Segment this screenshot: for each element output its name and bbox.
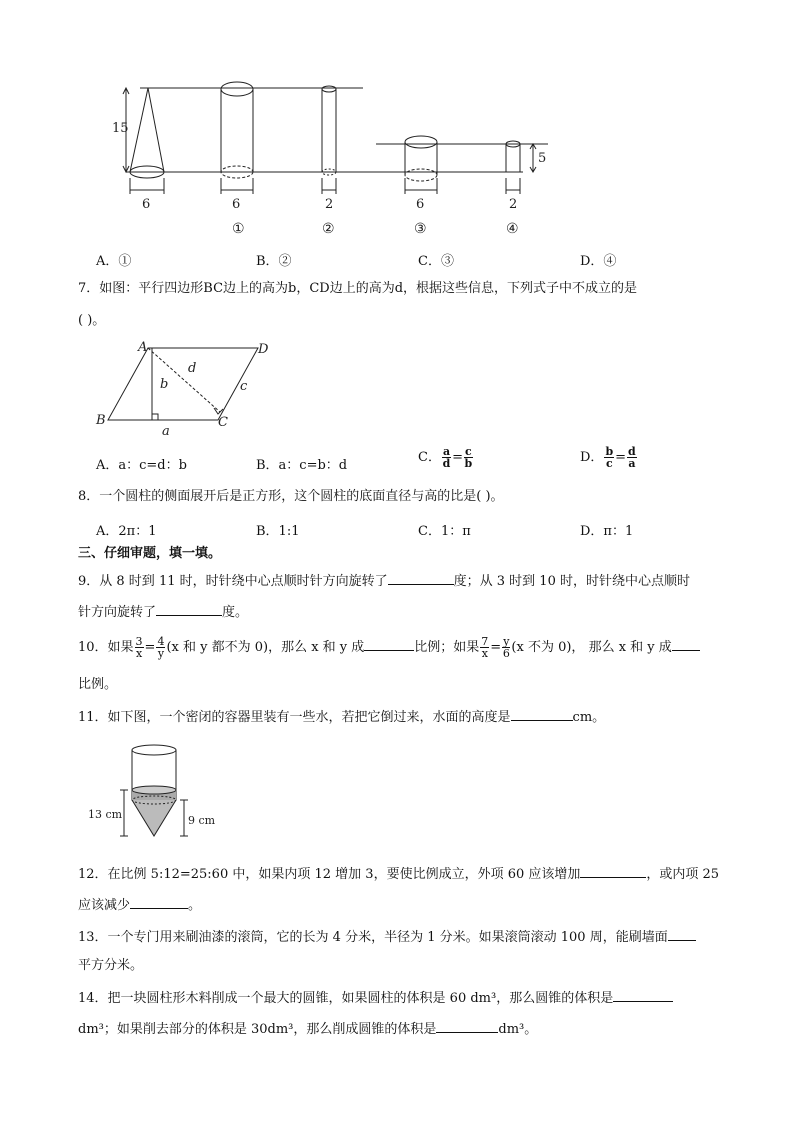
answer-blank[interactable]: [511, 707, 573, 721]
q10-line1: 10．如果 $\frac{3}{x}$ = $\frac{4}{y}$ (x 和 y 都不为 0)，那么 x 和 y 成 比例；如果 $\frac{7}{x}$ = $\frac{y}{6}$ (x 不为 0)， 那么 x 和 y 成: [78, 634, 700, 662]
q13-line2: 平方分米。: [78, 958, 144, 973]
fraction: $\frac{b}{c}$: [605, 445, 614, 470]
answer-blank[interactable]: [156, 602, 222, 616]
q7-parallelogram-figure: [90, 338, 280, 438]
q14-line1: 14．把一块圆柱形木料削成一个最大的圆锥，如果圆柱的体积是 60 dm³，那么圆锥的体积是: [78, 988, 673, 1008]
q6-option-c[interactable]: C．③: [418, 254, 454, 269]
q11-line: 11．如下图，一个密闭的容器里装有一些水，若把它倒过来，水面的高度是 cm。: [78, 707, 605, 727]
q7-option-c[interactable]: C． $\frac{a}{d}$ = $\frac{c}{b}$: [418, 445, 473, 470]
height-b: b: [160, 377, 169, 392]
vertex-a: A: [138, 340, 148, 355]
fraction: $\frac{4}{y}$: [157, 635, 165, 660]
q6-option-a[interactable]: A．①: [96, 254, 132, 269]
vertex-c: C: [218, 415, 228, 430]
dim-label: 6: [142, 197, 151, 212]
fraction: $\frac{a}{d}$: [442, 445, 451, 470]
q7-option-d-label: D．: [580, 450, 604, 465]
q11-container-figure: [88, 738, 238, 848]
q12-line2: 应该减少 。: [78, 895, 201, 915]
dim-5: 5: [538, 151, 547, 166]
q8-question: 8．一个圆柱的侧面展开后是正方形，这个圆柱的底面直径与高的比是( )。: [78, 489, 504, 504]
answer-blank[interactable]: [364, 637, 414, 651]
dim-label: 2: [325, 197, 334, 212]
dim-label: 2: [509, 197, 518, 212]
q7-option-d[interactable]: D． $\frac{b}{c}$ = $\frac{d}{a}$: [580, 445, 636, 470]
q7-option-a[interactable]: A．a：c=d：b: [96, 458, 187, 473]
dim-label: 6: [416, 197, 425, 212]
height-d: d: [188, 361, 197, 376]
circled-label: ③: [414, 221, 427, 237]
q14-line2: dm³；如果削去部分的体积是 30dm³，那么削成圆锥的体积是 dm³。: [78, 1019, 537, 1039]
q6-option-b[interactable]: B．②: [256, 254, 292, 269]
q7-question: 7．如图：平行四边形BC边上的高为b，CD边上的高为d，根据这些信息，下列式子中不成立的是: [78, 281, 638, 296]
q7-option-c-label: C．: [418, 450, 441, 465]
answer-blank[interactable]: [130, 895, 188, 909]
circled-label: ①: [232, 221, 245, 237]
q8-option-b[interactable]: B．1:1: [256, 524, 300, 539]
q8-option-a[interactable]: A．2π：1: [96, 524, 157, 539]
q12-line1: 12．在比例 5:12=25:60 中，如果内项 12 增加 3，要使比例成立，外项 60 应该增加 ，或内项 25: [78, 864, 719, 884]
q10-line2: 比例。: [78, 677, 118, 692]
circled-label: ②: [322, 221, 335, 237]
q7-question-end: ( )。: [78, 313, 106, 328]
dim-13cm: 13 cm: [88, 808, 123, 821]
q7-option-b[interactable]: B．a：c=b：d: [256, 458, 348, 473]
answer-blank[interactable]: [388, 571, 454, 585]
fraction: $\frac{7}{x}$: [481, 635, 489, 660]
answer-blank[interactable]: [613, 988, 673, 1002]
vertex-d: D: [258, 342, 269, 357]
fraction: $\frac{3}{x}$: [135, 635, 143, 660]
side-c: c: [240, 379, 248, 394]
fraction: $\frac{d}{a}$: [628, 445, 636, 470]
fraction: $\frac{c}{b}$: [464, 445, 473, 470]
vertex-b: B: [96, 413, 106, 428]
section-heading: 三、仔细审题，填一填。: [78, 546, 222, 561]
circled-label: ④: [506, 221, 519, 237]
q9-line1: 9．从 8 时到 11 时，时针绕中心点顺时针方向旋转了 度；从 3 时到 10 时，时针绕中心点顺时: [78, 571, 690, 591]
answer-blank[interactable]: [668, 927, 696, 941]
dim-9cm: 9 cm: [188, 814, 216, 827]
q6-option-d[interactable]: D．④: [580, 254, 617, 269]
dim-label: 6: [232, 197, 241, 212]
dim-15: 15: [112, 121, 129, 136]
q9-line2: 针方向旋转了 度。: [78, 602, 248, 622]
answer-blank[interactable]: [580, 864, 646, 878]
q8-option-c[interactable]: C．1：π: [418, 524, 471, 539]
answer-blank[interactable]: [672, 637, 700, 651]
q6-figure: [108, 80, 553, 242]
side-a: a: [162, 424, 170, 438]
q8-option-d[interactable]: D．π：1: [580, 524, 634, 539]
answer-blank[interactable]: [436, 1019, 498, 1033]
fraction: $\frac{y}{6}$: [502, 635, 510, 660]
q13-line1: 13．一个专门用来刷油漆的滚筒，它的长为 4 分米，半径为 1 分米。如果滚筒滚动 100 周，能刷墙面: [78, 927, 696, 947]
